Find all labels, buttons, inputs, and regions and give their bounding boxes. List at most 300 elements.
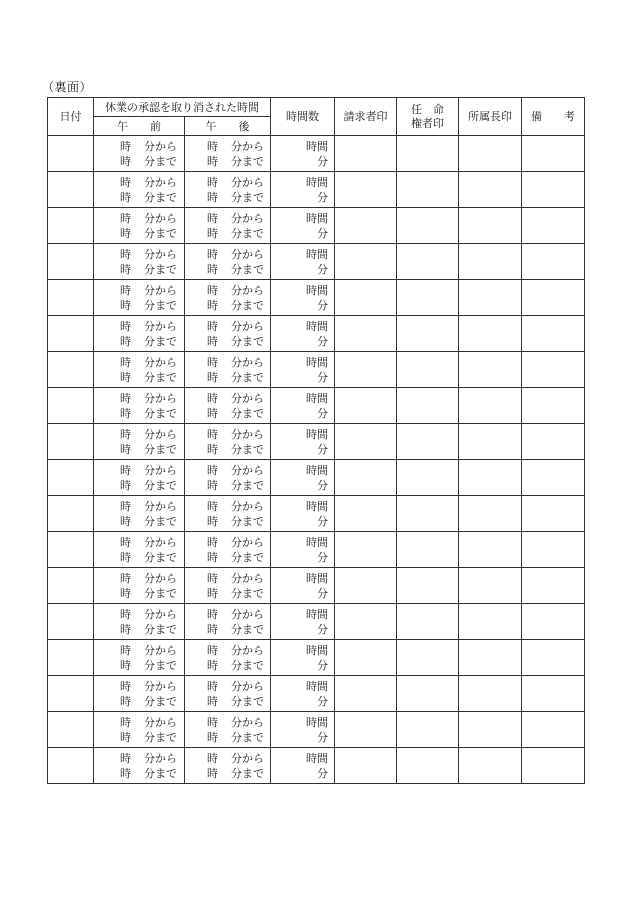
am-end-hour-label: 時 (120, 586, 131, 600)
requester-seal-cell[interactable] (335, 496, 397, 532)
am-start-minute-label: 分から (144, 355, 177, 369)
hours-cell[interactable] (271, 496, 335, 532)
am-time-cell[interactable] (94, 640, 185, 676)
am-time-cell[interactable] (94, 316, 185, 352)
pm-time-cell[interactable] (185, 532, 271, 568)
pm-end-hour-label: 時 (207, 658, 218, 672)
pm-start-minute-label: 分から (231, 139, 264, 153)
hours-cell[interactable] (271, 280, 335, 316)
am-end-hour-label: 時 (120, 334, 131, 348)
chief-seal-cell[interactable] (459, 172, 522, 208)
requester-seal-cell[interactable] (335, 208, 397, 244)
remarks-cell[interactable] (522, 748, 585, 784)
chief-seal-cell[interactable] (459, 532, 522, 568)
pm-start-minute-label: 分から (231, 535, 264, 549)
pm-time-cell[interactable] (185, 172, 271, 208)
pm-start-minute-label: 分から (231, 499, 264, 513)
hours-cell[interactable] (271, 568, 335, 604)
chief-seal-cell[interactable] (459, 460, 522, 496)
appointer-seal-cell[interactable] (397, 532, 459, 568)
table-row (48, 712, 585, 748)
am-start-hour-label: 時 (120, 139, 131, 153)
hours-unit-label: 時間 (306, 247, 328, 261)
table-row (48, 136, 585, 172)
pm-time-cell[interactable] (185, 676, 271, 712)
hours-unit-label: 時間 (306, 139, 328, 153)
am-end-hour-label: 時 (120, 442, 131, 456)
chief-seal-cell[interactable] (459, 712, 522, 748)
pm-end-hour-label: 時 (207, 622, 218, 636)
requester-seal-cell[interactable] (335, 244, 397, 280)
am-end-hour-label: 時 (120, 154, 131, 168)
date-cell[interactable] (48, 352, 94, 388)
pm-start-minute-label: 分から (231, 211, 264, 225)
am-start-minute-label: 分から (144, 715, 177, 729)
am-end-minute-label: 分まで (144, 622, 177, 636)
am-time-cell[interactable] (94, 244, 185, 280)
table-row (48, 208, 585, 244)
am-time-cell[interactable] (94, 388, 185, 424)
pm-time-cell[interactable] (185, 280, 271, 316)
pm-end-minute-label: 分まで (231, 550, 264, 564)
pm-start-hour-label: 時 (207, 283, 218, 297)
appointer-seal-cell[interactable] (397, 712, 459, 748)
am-start-hour-label: 時 (120, 391, 131, 405)
requester-seal-cell[interactable] (335, 568, 397, 604)
hours-cell[interactable] (271, 316, 335, 352)
pm-end-minute-label: 分まで (231, 334, 264, 348)
am-end-minute-label: 分まで (144, 334, 177, 348)
pm-end-minute-label: 分まで (231, 190, 264, 204)
minutes-unit-label: 分 (317, 298, 328, 312)
chief-seal-cell[interactable] (459, 316, 522, 352)
chief-seal-cell[interactable] (459, 568, 522, 604)
am-end-minute-label: 分まで (144, 298, 177, 312)
requester-seal-cell[interactable] (335, 640, 397, 676)
chief-seal-cell[interactable] (459, 604, 522, 640)
header-appointer-line2: 権者印 (411, 116, 444, 130)
appointer-seal-cell[interactable] (397, 460, 459, 496)
am-start-minute-label: 分から (144, 211, 177, 225)
pm-time-cell[interactable] (185, 388, 271, 424)
pm-start-hour-label: 時 (207, 355, 218, 369)
requester-seal-cell[interactable] (335, 280, 397, 316)
table-row (48, 640, 585, 676)
pm-start-hour-label: 時 (207, 319, 218, 333)
chief-seal-cell[interactable] (459, 244, 522, 280)
date-cell[interactable] (48, 280, 94, 316)
chief-seal-cell[interactable] (459, 352, 522, 388)
pm-time-cell[interactable] (185, 316, 271, 352)
remarks-cell[interactable] (522, 388, 585, 424)
remarks-cell[interactable] (522, 496, 585, 532)
am-start-minute-label: 分から (144, 679, 177, 693)
date-cell[interactable] (48, 676, 94, 712)
pm-end-hour-label: 時 (207, 586, 218, 600)
am-end-minute-label: 分まで (144, 658, 177, 672)
pm-end-minute-label: 分まで (231, 226, 264, 240)
remarks-cell[interactable] (522, 244, 585, 280)
am-time-cell[interactable] (94, 172, 185, 208)
hours-unit-label: 時間 (306, 571, 328, 585)
requester-seal-cell[interactable] (335, 604, 397, 640)
appointer-seal-cell[interactable] (397, 568, 459, 604)
pm-end-hour-label: 時 (207, 154, 218, 168)
pm-end-hour-label: 時 (207, 514, 218, 528)
pm-time-cell[interactable] (185, 244, 271, 280)
pm-start-minute-label: 分から (231, 427, 264, 441)
chief-seal-cell[interactable] (459, 280, 522, 316)
hours-cell[interactable] (271, 352, 335, 388)
pm-end-minute-label: 分まで (231, 514, 264, 528)
am-end-minute-label: 分まで (144, 406, 177, 420)
am-end-hour-label: 時 (120, 658, 131, 672)
appointer-seal-cell[interactable] (397, 244, 459, 280)
chief-seal-cell[interactable] (459, 136, 522, 172)
pm-start-hour-label: 時 (207, 679, 218, 693)
table-row (48, 280, 585, 316)
header-date: 日付 (48, 98, 94, 136)
chief-seal-cell[interactable] (459, 640, 522, 676)
pm-end-hour-label: 時 (207, 190, 218, 204)
table-row (48, 424, 585, 460)
hours-unit-label: 時間 (306, 391, 328, 405)
requester-seal-cell[interactable] (335, 532, 397, 568)
hours-unit-label: 時間 (306, 751, 328, 765)
pm-start-minute-label: 分から (231, 355, 264, 369)
pm-start-minute-label: 分から (231, 283, 264, 297)
hours-cell[interactable] (271, 748, 335, 784)
header-cancelled-time: 休業の承認を取り消された時間 (94, 98, 271, 117)
appointer-seal-cell[interactable] (397, 208, 459, 244)
chief-seal-cell[interactable] (459, 496, 522, 532)
requester-seal-cell[interactable] (335, 316, 397, 352)
pm-end-hour-label: 時 (207, 550, 218, 564)
requester-seal-cell[interactable] (335, 460, 397, 496)
am-end-hour-label: 時 (120, 514, 131, 528)
appointer-seal-cell[interactable] (397, 496, 459, 532)
pm-end-hour-label: 時 (207, 406, 218, 420)
pm-start-minute-label: 分から (231, 751, 264, 765)
minutes-unit-label: 分 (317, 190, 328, 204)
am-end-hour-label: 時 (120, 298, 131, 312)
am-time-cell[interactable] (94, 460, 185, 496)
am-start-minute-label: 分から (144, 751, 177, 765)
date-cell[interactable] (48, 640, 94, 676)
requester-seal-cell[interactable] (335, 424, 397, 460)
chief-seal-cell[interactable] (459, 676, 522, 712)
date-cell[interactable] (48, 136, 94, 172)
pm-start-hour-label: 時 (207, 751, 218, 765)
pm-start-hour-label: 時 (207, 463, 218, 477)
am-start-hour-label: 時 (120, 427, 131, 441)
hours-cell[interactable] (271, 460, 335, 496)
pm-start-minute-label: 分から (231, 247, 264, 261)
remarks-cell[interactable] (522, 676, 585, 712)
requester-seal-cell[interactable] (335, 352, 397, 388)
am-start-hour-label: 時 (120, 247, 131, 261)
am-start-hour-label: 時 (120, 715, 131, 729)
date-cell[interactable] (48, 316, 94, 352)
date-cell[interactable] (48, 496, 94, 532)
am-start-hour-label: 時 (120, 751, 131, 765)
pm-time-cell[interactable] (185, 568, 271, 604)
header-appointer-seal (397, 98, 459, 136)
am-start-hour-label: 時 (120, 643, 131, 657)
minutes-unit-label: 分 (317, 154, 328, 168)
date-cell[interactable] (48, 568, 94, 604)
am-end-minute-label: 分まで (144, 478, 177, 492)
pm-start-minute-label: 分から (231, 391, 264, 405)
date-cell[interactable] (48, 208, 94, 244)
hours-cell[interactable] (271, 424, 335, 460)
pm-end-hour-label: 時 (207, 730, 218, 744)
table-row (48, 604, 585, 640)
hours-cell[interactable] (271, 676, 335, 712)
am-end-minute-label: 分まで (144, 766, 177, 780)
remarks-cell[interactable] (522, 316, 585, 352)
hours-cell[interactable] (271, 388, 335, 424)
pm-start-hour-label: 時 (207, 211, 218, 225)
pm-time-cell[interactable] (185, 424, 271, 460)
pm-end-minute-label: 分まで (231, 154, 264, 168)
hours-unit-label: 時間 (306, 427, 328, 441)
remarks-cell[interactable] (522, 460, 585, 496)
minutes-unit-label: 分 (317, 694, 328, 708)
minutes-unit-label: 分 (317, 766, 328, 780)
am-time-cell[interactable] (94, 676, 185, 712)
remarks-cell[interactable] (522, 424, 585, 460)
header-remarks: 備 考 (522, 98, 585, 136)
pm-start-hour-label: 時 (207, 427, 218, 441)
am-end-minute-label: 分まで (144, 370, 177, 384)
am-start-minute-label: 分から (144, 607, 177, 621)
hours-unit-label: 時間 (306, 607, 328, 621)
am-end-minute-label: 分まで (144, 190, 177, 204)
remarks-cell[interactable] (522, 712, 585, 748)
hours-unit-label: 時間 (306, 175, 328, 189)
remarks-cell[interactable] (522, 136, 585, 172)
am-start-hour-label: 時 (120, 607, 131, 621)
am-start-minute-label: 分から (144, 571, 177, 585)
table-row (48, 676, 585, 712)
am-start-minute-label: 分から (144, 175, 177, 189)
pm-start-minute-label: 分から (231, 463, 264, 477)
pm-time-cell[interactable] (185, 352, 271, 388)
table-row (48, 568, 585, 604)
am-start-hour-label: 時 (120, 679, 131, 693)
requester-seal-cell[interactable] (335, 712, 397, 748)
chief-seal-cell[interactable] (459, 388, 522, 424)
pm-start-hour-label: 時 (207, 139, 218, 153)
am-end-hour-label: 時 (120, 766, 131, 780)
pm-time-cell[interactable] (185, 208, 271, 244)
am-time-cell[interactable] (94, 532, 185, 568)
pm-time-cell[interactable] (185, 712, 271, 748)
minutes-unit-label: 分 (317, 478, 328, 492)
date-cell[interactable] (48, 748, 94, 784)
am-start-hour-label: 時 (120, 535, 131, 549)
pm-start-hour-label: 時 (207, 175, 218, 189)
minutes-unit-label: 分 (317, 658, 328, 672)
am-time-cell[interactable] (94, 568, 185, 604)
chief-seal-cell[interactable] (459, 424, 522, 460)
remarks-cell[interactable] (522, 640, 585, 676)
am-end-hour-label: 時 (120, 226, 131, 240)
date-cell[interactable] (48, 424, 94, 460)
pm-start-hour-label: 時 (207, 643, 218, 657)
table-row (48, 172, 585, 208)
remarks-cell[interactable] (522, 172, 585, 208)
pm-end-minute-label: 分まで (231, 622, 264, 636)
pm-time-cell[interactable] (185, 604, 271, 640)
table-row (48, 496, 585, 532)
hours-unit-label: 時間 (306, 643, 328, 657)
pm-time-cell[interactable] (185, 496, 271, 532)
date-cell[interactable] (48, 388, 94, 424)
am-end-hour-label: 時 (120, 550, 131, 564)
requester-seal-cell[interactable] (335, 172, 397, 208)
hours-unit-label: 時間 (306, 499, 328, 513)
remarks-cell[interactable] (522, 352, 585, 388)
header-am: 午 前 (94, 117, 185, 136)
hours-cell[interactable] (271, 208, 335, 244)
date-cell[interactable] (48, 172, 94, 208)
pm-end-hour-label: 時 (207, 334, 218, 348)
requester-seal-cell[interactable] (335, 676, 397, 712)
pm-start-minute-label: 分から (231, 643, 264, 657)
appointer-seal-cell[interactable] (397, 604, 459, 640)
appointer-seal-cell[interactable] (397, 388, 459, 424)
pm-time-cell[interactable] (185, 136, 271, 172)
pm-time-cell[interactable] (185, 748, 271, 784)
appointer-seal-cell[interactable] (397, 424, 459, 460)
am-start-hour-label: 時 (120, 571, 131, 585)
am-time-cell[interactable] (94, 496, 185, 532)
remarks-cell[interactable] (522, 532, 585, 568)
hours-cell[interactable] (271, 172, 335, 208)
remarks-cell[interactable] (522, 208, 585, 244)
table-row (48, 532, 585, 568)
appointer-seal-cell[interactable] (397, 676, 459, 712)
hours-cell[interactable] (271, 712, 335, 748)
am-start-minute-label: 分から (144, 535, 177, 549)
appointer-seal-cell[interactable] (397, 748, 459, 784)
hours-unit-label: 時間 (306, 715, 328, 729)
hours-unit-label: 時間 (306, 463, 328, 477)
pm-end-minute-label: 分まで (231, 406, 264, 420)
am-start-minute-label: 分から (144, 139, 177, 153)
am-end-hour-label: 時 (120, 370, 131, 384)
am-start-minute-label: 分から (144, 463, 177, 477)
am-end-minute-label: 分まで (144, 550, 177, 564)
leave-cancellation-table (47, 97, 585, 784)
am-start-minute-label: 分から (144, 247, 177, 261)
appointer-seal-cell[interactable] (397, 352, 459, 388)
am-end-hour-label: 時 (120, 190, 131, 204)
pm-start-minute-label: 分から (231, 607, 264, 621)
am-start-minute-label: 分から (144, 283, 177, 297)
pm-start-minute-label: 分から (231, 715, 264, 729)
remarks-cell[interactable] (522, 604, 585, 640)
chief-seal-cell[interactable] (459, 208, 522, 244)
appointer-seal-cell[interactable] (397, 640, 459, 676)
remarks-cell[interactable] (522, 568, 585, 604)
date-cell[interactable] (48, 460, 94, 496)
appointer-seal-cell[interactable] (397, 136, 459, 172)
hours-cell[interactable] (271, 244, 335, 280)
pm-end-hour-label: 時 (207, 478, 218, 492)
appointer-seal-cell[interactable] (397, 316, 459, 352)
table-body (48, 136, 585, 784)
pm-start-hour-label: 時 (207, 247, 218, 261)
hours-cell[interactable] (271, 604, 335, 640)
pm-end-minute-label: 分まで (231, 298, 264, 312)
appointer-seal-cell[interactable] (397, 280, 459, 316)
requester-seal-cell[interactable] (335, 388, 397, 424)
minutes-unit-label: 分 (317, 550, 328, 564)
am-start-hour-label: 時 (120, 211, 131, 225)
requester-seal-cell[interactable] (335, 748, 397, 784)
pm-end-minute-label: 分まで (231, 730, 264, 744)
am-start-hour-label: 時 (120, 499, 131, 513)
table-row (48, 352, 585, 388)
table-row (48, 748, 585, 784)
am-end-minute-label: 分まで (144, 154, 177, 168)
pm-start-minute-label: 分から (231, 319, 264, 333)
date-cell[interactable] (48, 604, 94, 640)
requester-seal-cell[interactable] (335, 136, 397, 172)
am-start-minute-label: 分から (144, 427, 177, 441)
pm-start-hour-label: 時 (207, 715, 218, 729)
am-time-cell[interactable] (94, 280, 185, 316)
am-time-cell[interactable] (94, 208, 185, 244)
minutes-unit-label: 分 (317, 622, 328, 636)
am-time-cell[interactable] (94, 352, 185, 388)
minutes-unit-label: 分 (317, 226, 328, 240)
date-cell[interactable] (48, 712, 94, 748)
am-time-cell[interactable] (94, 136, 185, 172)
hours-unit-label: 時間 (306, 283, 328, 297)
am-start-minute-label: 分から (144, 499, 177, 513)
pm-start-hour-label: 時 (207, 607, 218, 621)
pm-start-hour-label: 時 (207, 391, 218, 405)
pm-time-cell[interactable] (185, 460, 271, 496)
pm-end-minute-label: 分まで (231, 478, 264, 492)
hours-unit-label: 時間 (306, 319, 328, 333)
date-cell[interactable] (48, 532, 94, 568)
am-time-cell[interactable] (94, 424, 185, 460)
table-row (48, 388, 585, 424)
header-appointer-line1: 任 命 (411, 102, 444, 116)
am-time-cell[interactable] (94, 712, 185, 748)
chief-seal-cell[interactable] (459, 748, 522, 784)
am-time-cell[interactable] (94, 604, 185, 640)
am-time-cell[interactable] (94, 748, 185, 784)
hours-cell[interactable] (271, 640, 335, 676)
am-start-hour-label: 時 (120, 355, 131, 369)
hours-cell[interactable] (271, 532, 335, 568)
hours-cell[interactable] (271, 136, 335, 172)
pm-end-minute-label: 分まで (231, 262, 264, 276)
pm-time-cell[interactable] (185, 640, 271, 676)
am-end-hour-label: 時 (120, 406, 131, 420)
remarks-cell[interactable] (522, 280, 585, 316)
header-chief-seal: 所属長印 (459, 98, 522, 136)
appointer-seal-cell[interactable] (397, 172, 459, 208)
pm-end-minute-label: 分まで (231, 442, 264, 456)
date-cell[interactable] (48, 244, 94, 280)
